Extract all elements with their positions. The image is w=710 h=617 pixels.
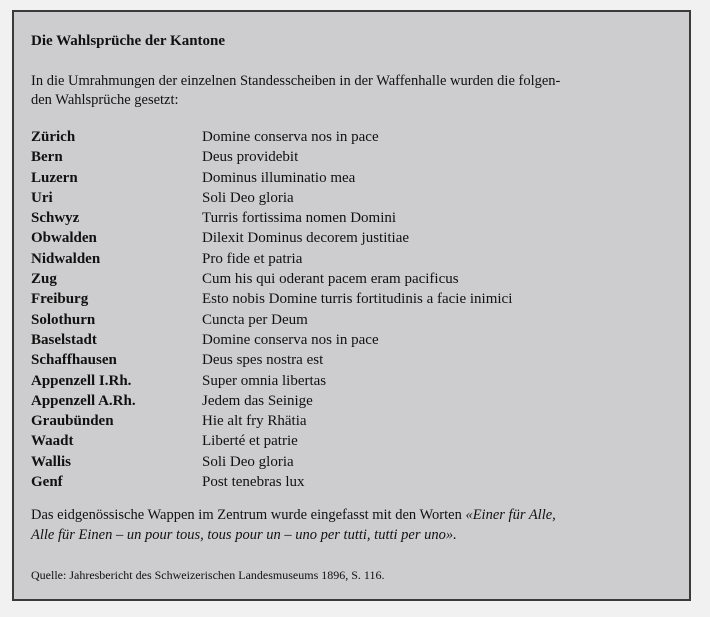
motto-row (31, 168, 671, 188)
motto-box (12, 10, 691, 601)
motto-row (31, 371, 671, 391)
canton-motto: Deus providebit (202, 149, 299, 166)
canton-name: Wallis (31, 453, 72, 470)
canton-name: Appenzell A.Rh. (31, 392, 136, 409)
canton-name: Uri (31, 189, 53, 206)
canton-name: Graubünden (31, 413, 114, 430)
motto-row (31, 289, 671, 309)
document-title: Die Wahlsprüche der Kantone (31, 33, 226, 49)
motto-row (31, 431, 671, 451)
canton-name: Luzern (31, 169, 78, 186)
motto-row (31, 350, 671, 370)
motto-row (31, 147, 671, 167)
canton-motto: Dilexit Dominus decorem justitiae (202, 230, 410, 247)
canton-motto: Liberté et patrie (202, 433, 298, 450)
canton-name: Nidwalden (31, 250, 101, 267)
canton-motto: Pro fide et patria (202, 250, 303, 267)
canton-name: Zug (31, 271, 57, 288)
canton-motto: Cuncta per Deum (202, 311, 308, 328)
motto-row (31, 249, 671, 269)
canton-motto: Turris fortissima nomen Domini (202, 210, 397, 227)
canton-motto: Esto nobis Domine turris fortitudinis a facie inimici (202, 291, 513, 308)
canton-name: Solothurn (31, 311, 96, 328)
canton-motto: Soli Deo gloria (202, 189, 294, 206)
canton-motto: Hie alt fry Rhätia (202, 413, 307, 430)
motto-row (31, 228, 671, 248)
canton-motto: Domine conserva nos in pace (202, 331, 379, 348)
motto-row (31, 208, 671, 228)
motto-list (31, 127, 671, 492)
intro-line-1: In die Umrahmungen der einzelnen Standesscheiben in der Waffenhalle wurden die folgen- (31, 73, 561, 89)
motto-row (31, 188, 671, 208)
canton-name: Bern (31, 149, 63, 166)
closing-text: Das eidgenössische Wappen im Zentrum wurde eingefasst mit den Worten (31, 507, 462, 523)
intro-line-2: den Wahlsprüche gesetzt: (31, 92, 179, 108)
canton-motto: Domine conserva nos in pace (202, 129, 379, 145)
canton-name: Genf (31, 474, 63, 491)
canton-motto: Post tenebras lux (202, 474, 305, 491)
canton-name: Waadt (31, 433, 74, 450)
canton-motto: Cum his qui oderant pacem eram pacificus (202, 271, 459, 288)
canton-motto: Jedem das Seinige (202, 392, 313, 409)
canton-name: Baselstadt (31, 331, 97, 348)
canton-name: Schwyz (31, 210, 80, 227)
canton-motto: Super omnia libertas (202, 372, 327, 389)
motto-row (31, 310, 671, 330)
source-note: Quelle: Jahresbericht des Schweizerischen Landesmuseums 1896, S. 116. (31, 568, 385, 582)
motto-row (31, 127, 671, 147)
canton-name: Obwalden (31, 230, 97, 247)
closing-paragraph (31, 505, 686, 545)
canton-name: Zürich (31, 129, 76, 145)
closing-quote-line-2: Alle für Einen – un pour tous, tous pour un – uno per tutti, tutti per uno». (31, 527, 457, 543)
canton-name: Freiburg (31, 291, 89, 308)
motto-row (31, 269, 671, 289)
motto-row (31, 472, 671, 492)
motto-row (31, 452, 671, 472)
canton-name: Appenzell I.Rh. (31, 372, 132, 389)
canton-motto: Soli Deo gloria (202, 453, 294, 470)
motto-row (31, 391, 671, 411)
canton-motto: Deus spes nostra est (202, 352, 324, 369)
motto-row (31, 330, 671, 350)
closing-quote-line-1: «Einer für Alle, (465, 507, 556, 523)
canton-name: Schaffhausen (31, 352, 117, 369)
canton-motto: Dominus illuminatio mea (202, 169, 356, 186)
intro-paragraph (31, 72, 676, 110)
motto-row (31, 411, 671, 431)
